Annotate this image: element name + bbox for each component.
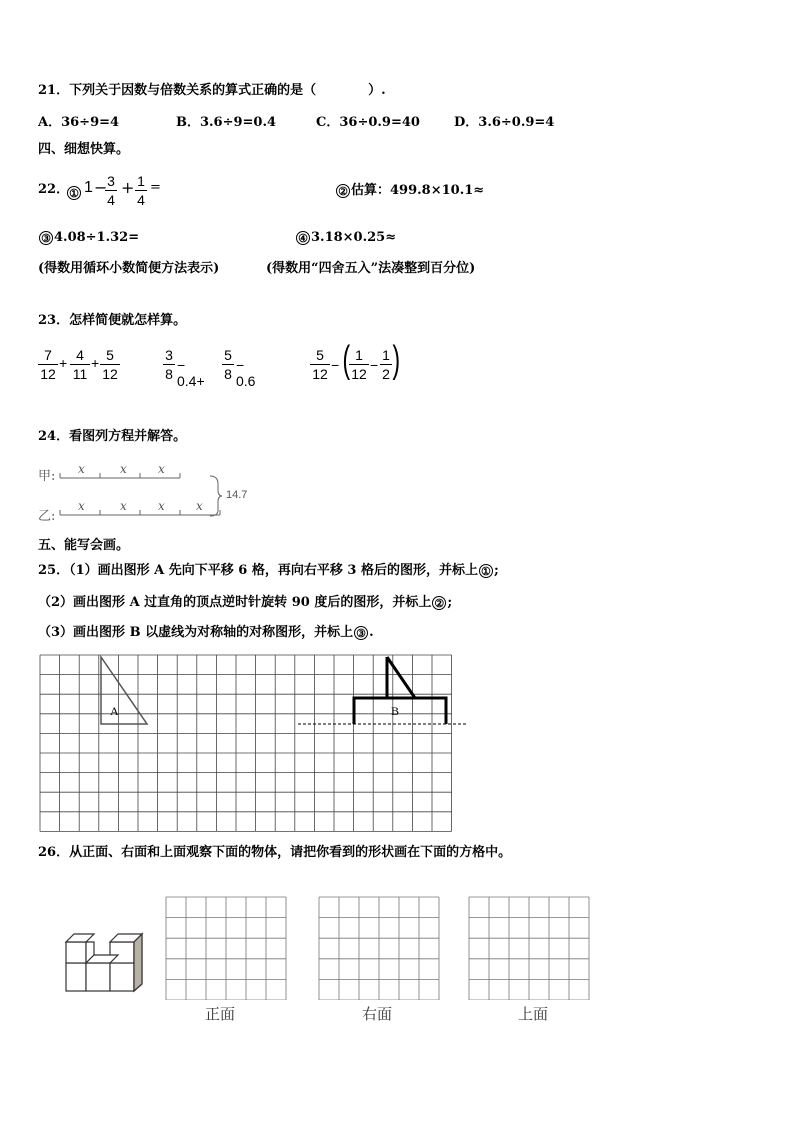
- q24-var-yi-1: x: [78, 499, 85, 513]
- q26-label-right: 右面: [362, 1005, 393, 1023]
- q24-label-yi: 乙:: [38, 509, 56, 524]
- q24-segment-diagram: [58, 462, 238, 522]
- q26-cube-object: [62, 928, 146, 998]
- q23-e3-op2: −: [370, 357, 379, 373]
- q24-var-yi-2: x: [120, 499, 127, 513]
- q26-grid-top[interactable]: [468, 896, 590, 1000]
- q26-title: 26．从正面、右面和上面观察下面的物体，请把你看到的形状画在下面的方格中。: [38, 845, 512, 860]
- q22-part2: ② 估算：499.8×10.1≈: [335, 183, 484, 199]
- q23-e1-op2: +: [91, 355, 100, 371]
- q23-e3-rparen: ): [392, 339, 401, 381]
- q24-var-jia-3: x: [158, 462, 165, 476]
- q25-part2: （2）画出图形 A 过直角的顶点逆时针旋转 90 度后的图形，并标上 ② ;: [38, 595, 453, 610]
- q22-note-2: (得数用“四舍五入”法凑整到百分位): [266, 261, 476, 276]
- q21-option-a[interactable]: A．36÷9=4: [38, 115, 120, 130]
- q24-label-jia: 甲:: [38, 469, 56, 484]
- q23-e3-frac1: 5 12: [310, 347, 330, 382]
- q21-option-b[interactable]: B．3.6÷9=0.4: [176, 115, 277, 130]
- q22-part4: ④ 3.18×0.25≈: [295, 230, 396, 246]
- q22-part1-mark: ①: [66, 182, 82, 201]
- q23-e1-frac1: 7 12: [38, 347, 58, 382]
- q22-p1-eq: =: [150, 180, 161, 195]
- section-4-heading: 四、细想快算。: [38, 142, 130, 157]
- q23-e2-frac2: 5 8: [222, 347, 234, 382]
- q22-p1-frac1: 3 4: [105, 173, 117, 208]
- q22-p1-frac2: 1 4: [135, 173, 147, 208]
- q22-part3: ③ 4.08÷1.32=: [38, 230, 139, 246]
- q23-e3-frac3: 1 2: [380, 347, 392, 382]
- q24-var-yi-3: x: [158, 499, 165, 513]
- q25-label-a: A: [110, 704, 119, 718]
- q22-p1-minus: −: [94, 178, 108, 197]
- q24-total: 14.7: [226, 489, 248, 501]
- q24-var-jia-1: x: [78, 462, 85, 476]
- q26-label-top: 上面: [518, 1005, 549, 1023]
- q23-e2-frac1: 3 8: [163, 347, 175, 382]
- q22-p1-whole: 1: [84, 179, 93, 196]
- q23-e3-lparen: (: [342, 339, 351, 381]
- q22-note-1: (得数用循环小数简便方法表示): [38, 261, 220, 276]
- q24-var-jia-2: x: [120, 462, 127, 476]
- q21-option-d[interactable]: D．3.6÷0.9=4: [454, 115, 555, 130]
- q23-e1-op1: +: [59, 355, 68, 371]
- q25-label-b: B: [391, 704, 400, 718]
- q25-grid[interactable]: [38, 653, 468, 833]
- q24-var-yi-4: x: [196, 499, 203, 513]
- q25-part1: 25．（1）画出图形 A 先向下平移 6 格，再向右平移 3 格后的图形，并标上 ① ;: [38, 563, 499, 578]
- q26-label-front: 正面: [205, 1005, 236, 1023]
- q23-e2-text2: − 0.6: [236, 357, 256, 389]
- q26-grid-right[interactable]: [318, 896, 440, 1000]
- q21-option-c[interactable]: C．36÷0.9=40: [316, 115, 420, 130]
- q22-number: 22．: [38, 182, 70, 197]
- q23-title: 23．怎样简便就怎样算。: [38, 313, 187, 328]
- q25-part3: （3）画出图形 B 以虚线为对称轴的对称图形，并标上 ③ .: [38, 625, 374, 640]
- q23-e3-op1: −: [331, 357, 340, 373]
- q24-title: 24．看图列方程并解答。: [38, 429, 187, 444]
- q21-title: 21．下列关于因数与倍数关系的算式正确的是（ ）.: [38, 83, 386, 98]
- q23-e1-frac2: 4 11: [70, 347, 90, 382]
- q23-e1-frac3: 5 12: [100, 347, 120, 382]
- q22-p1-plus: +: [121, 178, 135, 197]
- section-5-heading: 五、能写会画。: [38, 538, 130, 553]
- q23-e3-frac2: 1 12: [349, 347, 369, 382]
- q26-grid-front[interactable]: [165, 896, 287, 1000]
- q23-e2-text1: − 0.4+: [177, 357, 205, 389]
